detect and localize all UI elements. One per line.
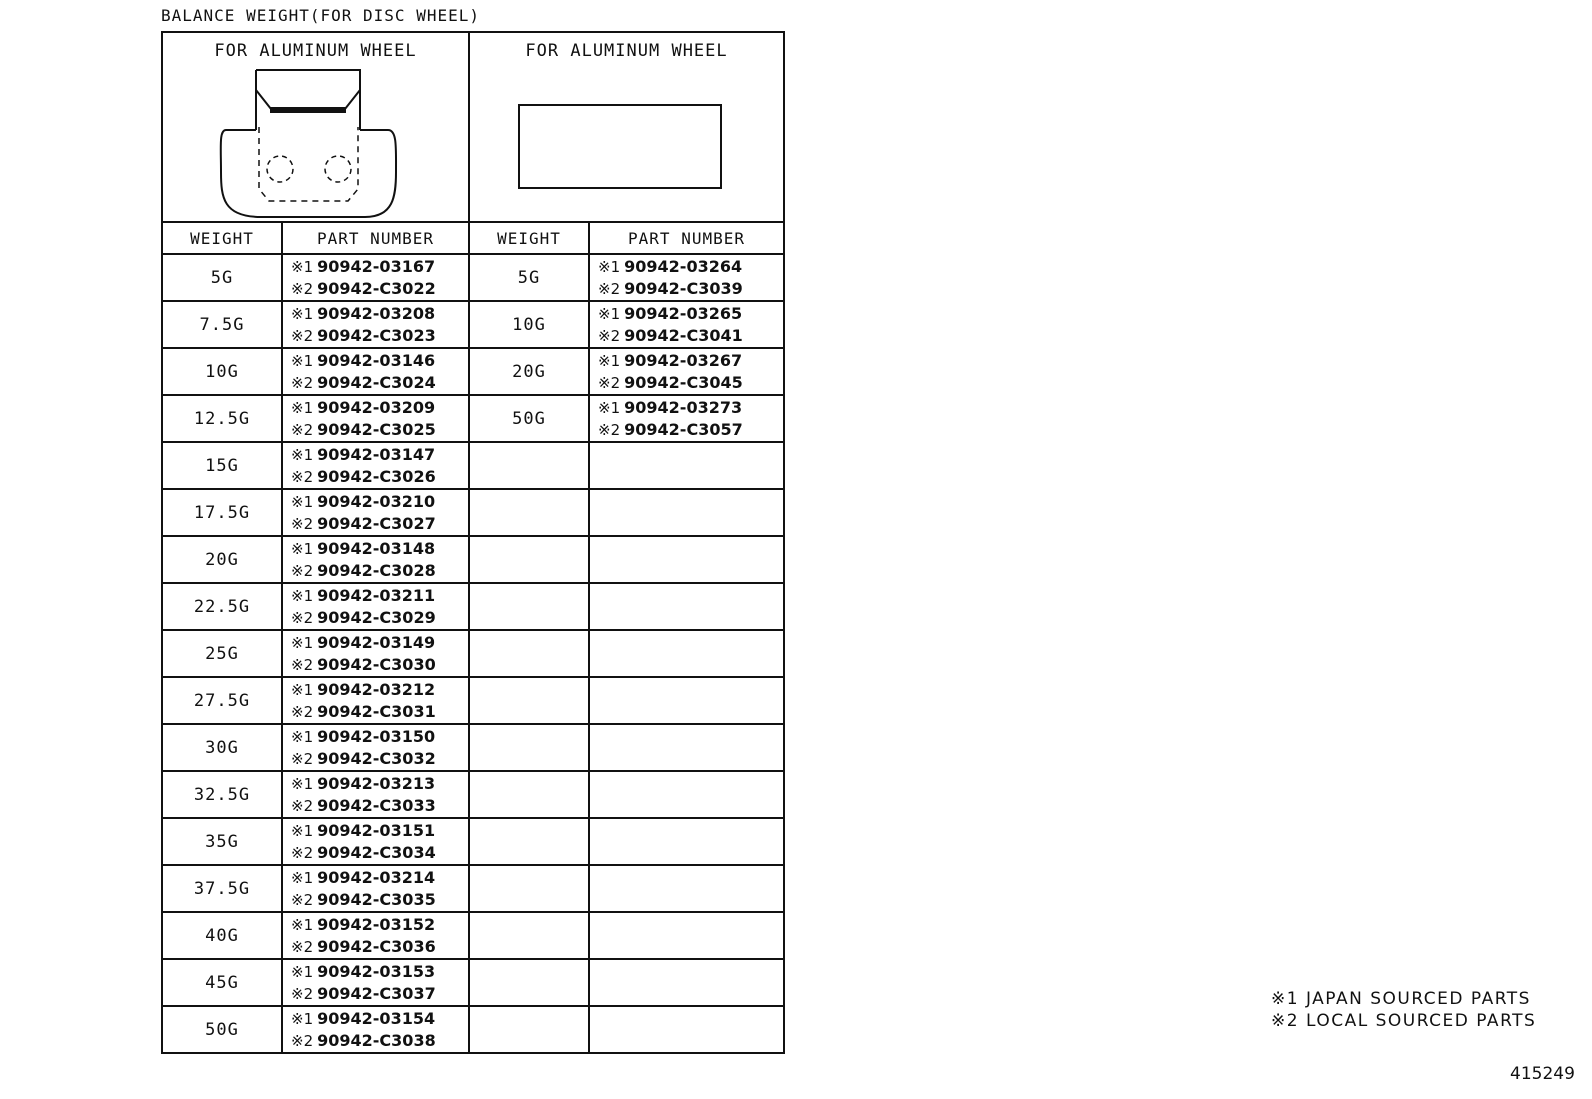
source-mark: ※1: [291, 727, 314, 746]
local-part-line: [291, 607, 468, 629]
empty-weight-cell: [469, 1006, 589, 1053]
source-mark: ※2: [291, 702, 314, 721]
left-weight-cell: 37.5G: [162, 865, 282, 912]
right-weight-cell: 50G: [469, 395, 589, 442]
part-number: 90942-03211: [317, 585, 436, 605]
left-weight-cell: 35G: [162, 818, 282, 865]
empty-part-number-cell: [589, 442, 784, 489]
source-mark: ※1: [291, 351, 314, 370]
local-part-line: [291, 983, 468, 1005]
empty-weight-cell: [469, 677, 589, 724]
part-number: 90942-C3025: [317, 419, 436, 439]
left-weight-cell: 7.5G: [162, 301, 282, 348]
table-row: [162, 583, 784, 630]
source-mark: ※2: [291, 937, 314, 956]
clip-on-balance-weight-icon: [163, 67, 463, 221]
left-weight-cell: 15G: [162, 442, 282, 489]
right-part-number-cell: [589, 301, 784, 348]
source-mark: ※1: [291, 915, 314, 934]
empty-part-number-cell: [589, 818, 784, 865]
right-part-number-cell: [589, 348, 784, 395]
local-part-line: [291, 1030, 468, 1052]
left-weight-cell: 25G: [162, 630, 282, 677]
table-row: [162, 959, 784, 1006]
left-part-number-cell: [282, 536, 469, 583]
empty-weight-cell: [469, 630, 589, 677]
part-number: 90942-03167: [317, 256, 436, 276]
left-part-number-cell: [282, 1006, 469, 1053]
source-mark: ※1: [291, 257, 314, 276]
japan-part-line: [291, 1008, 468, 1030]
empty-part-number-cell: [589, 912, 784, 959]
part-number-column-header-right: PART NUMBER: [589, 222, 784, 254]
diagram-title: BALANCE WEIGHT(FOR DISC WHEEL): [161, 6, 480, 25]
right-panel-label: FOR ALUMINUM WHEEL: [525, 41, 728, 61]
part-number: 90942-03146: [317, 350, 436, 370]
left-part-number-cell: [282, 959, 469, 1006]
part-number-column-header-left: PART NUMBER: [282, 222, 469, 254]
local-part-line: [598, 372, 783, 394]
left-weight-cell: 17.5G: [162, 489, 282, 536]
part-number: 90942-03149: [317, 632, 436, 652]
empty-weight-cell: [469, 959, 589, 1006]
source-mark: ※1: [598, 257, 621, 276]
japan-part-line: [291, 444, 468, 466]
table-row: [162, 395, 784, 442]
table-row: [162, 818, 784, 865]
left-weight-cell: 12.5G: [162, 395, 282, 442]
local-part-line: [598, 278, 783, 300]
source-mark: ※1: [291, 868, 314, 887]
right-part-number-cell: [589, 395, 784, 442]
japan-part-line: [598, 256, 783, 278]
left-weight-cell: 5G: [162, 254, 282, 301]
left-part-number-cell: [282, 865, 469, 912]
part-number: 90942-03210: [317, 491, 436, 511]
left-weight-cell: 30G: [162, 724, 282, 771]
part-number: 90942-03154: [317, 1008, 436, 1028]
source-mark: ※1: [291, 962, 314, 981]
balance-weight-parts-table: [161, 31, 785, 1054]
left-weight-cell: 20G: [162, 536, 282, 583]
part-number: 90942-03148: [317, 538, 436, 558]
japan-part-line: [291, 961, 468, 983]
local-part-line: [598, 419, 783, 441]
japan-part-line: [291, 679, 468, 701]
part-number: 90942-03212: [317, 679, 436, 699]
source-mark: ※2: [291, 373, 314, 392]
japan-part-line: [598, 397, 783, 419]
local-part-line: [291, 419, 468, 441]
empty-part-number-cell: [589, 724, 784, 771]
part-number: 90942-C3026: [317, 466, 436, 486]
diagram-id: 415249: [1510, 1064, 1575, 1084]
source-mark: ※1: [291, 445, 314, 464]
local-part-line: [291, 842, 468, 864]
table-row: [162, 489, 784, 536]
source-mark: ※1: [291, 539, 314, 558]
left-part-number-cell: [282, 912, 469, 959]
local-part-line: [291, 560, 468, 582]
table-row: [162, 254, 784, 301]
left-part-number-cell: [282, 442, 469, 489]
part-number: 90942-03153: [317, 961, 436, 981]
source-mark: ※2: [291, 655, 314, 674]
empty-part-number-cell: [589, 489, 784, 536]
part-number: 90942-C3027: [317, 513, 436, 533]
left-part-number-cell: [282, 348, 469, 395]
empty-part-number-cell: [589, 865, 784, 912]
part-number: 90942-C3039: [624, 278, 743, 298]
japan-part-line: [291, 303, 468, 325]
empty-weight-cell: [469, 442, 589, 489]
local-part-line: [291, 701, 468, 723]
local-part-line: [291, 936, 468, 958]
part-number: 90942-03267: [624, 350, 743, 370]
part-number: 90942-C3024: [317, 372, 436, 392]
source-mark: ※2: [291, 561, 314, 580]
table-row: [162, 724, 784, 771]
empty-part-number-cell: [589, 771, 784, 818]
source-mark: ※2: [598, 420, 621, 439]
source-mark: ※1: [291, 492, 314, 511]
left-part-number-cell: [282, 724, 469, 771]
part-number: 90942-03265: [624, 303, 743, 323]
left-part-number-cell: [282, 818, 469, 865]
table-row: [162, 865, 784, 912]
japan-part-line: [291, 632, 468, 654]
local-part-line: [291, 889, 468, 911]
japan-part-line: [291, 585, 468, 607]
table-row: [162, 536, 784, 583]
left-part-number-cell: [282, 630, 469, 677]
part-number: 90942-C3028: [317, 560, 436, 580]
source-mark: ※1: [291, 774, 314, 793]
left-weight-cell: 45G: [162, 959, 282, 1006]
table-row: [162, 301, 784, 348]
empty-part-number-cell: [589, 677, 784, 724]
left-panel-label: FOR ALUMINUM WHEEL: [214, 41, 417, 61]
part-number: 90942-03152: [317, 914, 436, 934]
part-number: 90942-C3022: [317, 278, 436, 298]
part-number: 90942-C3036: [317, 936, 436, 956]
weight-column-header-right: WEIGHT: [469, 222, 589, 254]
left-weight-cell: 40G: [162, 912, 282, 959]
empty-weight-cell: [469, 818, 589, 865]
japan-part-line: [291, 256, 468, 278]
part-number: 90942-C3032: [317, 748, 436, 768]
empty-weight-cell: [469, 724, 589, 771]
japan-part-line: [291, 867, 468, 889]
local-part-line: [291, 748, 468, 770]
source-mark: ※1: [291, 304, 314, 323]
part-number: 90942-C3033: [317, 795, 436, 815]
part-number: 90942-03150: [317, 726, 436, 746]
left-weight-cell: 10G: [162, 348, 282, 395]
source-mark: ※1: [291, 821, 314, 840]
left-wheel-panel: [162, 32, 469, 222]
source-mark: ※1: [291, 586, 314, 605]
part-number: 90942-03151: [317, 820, 436, 840]
source-notes: [1271, 988, 1536, 1032]
part-number: 90942-C3031: [317, 701, 436, 721]
table-row: [162, 1006, 784, 1053]
empty-weight-cell: [469, 583, 589, 630]
japan-part-line: [291, 538, 468, 560]
source-mark: ※2: [291, 279, 314, 298]
weight-column-header-left: WEIGHT: [162, 222, 282, 254]
part-number: 90942-C3023: [317, 325, 436, 345]
source-mark: ※2: [291, 1031, 314, 1050]
part-number: 90942-C3045: [624, 372, 743, 392]
local-part-line: [291, 372, 468, 394]
source-mark: ※1: [291, 680, 314, 699]
left-weight-cell: 32.5G: [162, 771, 282, 818]
part-number: 90942-C3035: [317, 889, 436, 909]
part-number: 90942-C3037: [317, 983, 436, 1003]
local-part-line: [291, 325, 468, 347]
empty-weight-cell: [469, 489, 589, 536]
source-mark: ※2: [598, 373, 621, 392]
empty-part-number-cell: [589, 536, 784, 583]
japan-part-line: [291, 914, 468, 936]
empty-weight-cell: [469, 865, 589, 912]
empty-weight-cell: [469, 536, 589, 583]
table-row: [162, 348, 784, 395]
table-row: [162, 771, 784, 818]
source-mark: ※2: [598, 279, 621, 298]
source-mark: ※1: [598, 398, 621, 417]
empty-part-number-cell: [589, 1006, 784, 1053]
part-number: 90942-03208: [317, 303, 436, 323]
left-part-number-cell: [282, 254, 469, 301]
parts-table-body: [162, 254, 784, 1053]
source-mark: ※1: [598, 304, 621, 323]
part-number: 90942-C3030: [317, 654, 436, 674]
local-part-line: [291, 795, 468, 817]
note-japan-sourced: ※1 JAPAN SOURCED PARTS: [1271, 989, 1531, 1009]
left-part-number-cell: [282, 301, 469, 348]
source-mark: ※2: [291, 984, 314, 1003]
empty-part-number-cell: [589, 583, 784, 630]
japan-part-line: [291, 397, 468, 419]
source-mark: ※1: [291, 1009, 314, 1028]
local-part-line: [598, 325, 783, 347]
right-wheel-panel: [469, 32, 784, 222]
part-number: 90942-C3029: [317, 607, 436, 627]
left-part-number-cell: [282, 583, 469, 630]
right-weight-cell: 5G: [469, 254, 589, 301]
japan-part-line: [291, 350, 468, 372]
japan-part-line: [598, 303, 783, 325]
part-number: 90942-03147: [317, 444, 436, 464]
source-mark: ※1: [291, 398, 314, 417]
source-mark: ※2: [291, 467, 314, 486]
left-part-number-cell: [282, 489, 469, 536]
part-number: 90942-03273: [624, 397, 743, 417]
local-part-line: [291, 278, 468, 300]
adhesive-balance-weight-icon: [470, 67, 780, 221]
source-mark: ※2: [291, 514, 314, 533]
note-local-sourced: ※2 LOCAL SOURCED PARTS: [1271, 1011, 1537, 1031]
left-part-number-cell: [282, 677, 469, 724]
part-number: 90942-C3034: [317, 842, 436, 862]
source-mark: ※2: [291, 749, 314, 768]
left-weight-cell: 50G: [162, 1006, 282, 1053]
table-row: [162, 677, 784, 724]
source-mark: ※2: [291, 420, 314, 439]
source-mark: ※2: [291, 890, 314, 909]
table-row: [162, 442, 784, 489]
part-number: 90942-03213: [317, 773, 436, 793]
part-number: 90942-C3041: [624, 325, 743, 345]
right-weight-cell: 20G: [469, 348, 589, 395]
table-row: [162, 630, 784, 677]
left-part-number-cell: [282, 395, 469, 442]
part-number: 90942-C3057: [624, 419, 743, 439]
local-part-line: [291, 466, 468, 488]
right-part-number-cell: [589, 254, 784, 301]
left-weight-cell: 22.5G: [162, 583, 282, 630]
part-number: 90942-03264: [624, 256, 743, 276]
source-mark: ※2: [291, 608, 314, 627]
japan-part-line: [598, 350, 783, 372]
right-weight-cell: 10G: [469, 301, 589, 348]
left-part-number-cell: [282, 771, 469, 818]
part-number: 90942-C3038: [317, 1030, 436, 1050]
local-part-line: [291, 654, 468, 676]
part-number: 90942-03214: [317, 867, 436, 887]
empty-weight-cell: [469, 771, 589, 818]
source-mark: ※2: [291, 843, 314, 862]
japan-part-line: [291, 491, 468, 513]
part-number: 90942-03209: [317, 397, 436, 417]
empty-weight-cell: [469, 912, 589, 959]
empty-part-number-cell: [589, 630, 784, 677]
source-mark: ※1: [598, 351, 621, 370]
source-mark: ※2: [291, 796, 314, 815]
table-row: [162, 912, 784, 959]
source-mark: ※2: [291, 326, 314, 345]
empty-part-number-cell: [589, 959, 784, 1006]
japan-part-line: [291, 726, 468, 748]
source-mark: ※1: [291, 633, 314, 652]
source-mark: ※2: [598, 326, 621, 345]
japan-part-line: [291, 773, 468, 795]
local-part-line: [291, 513, 468, 535]
japan-part-line: [291, 820, 468, 842]
left-weight-cell: 27.5G: [162, 677, 282, 724]
